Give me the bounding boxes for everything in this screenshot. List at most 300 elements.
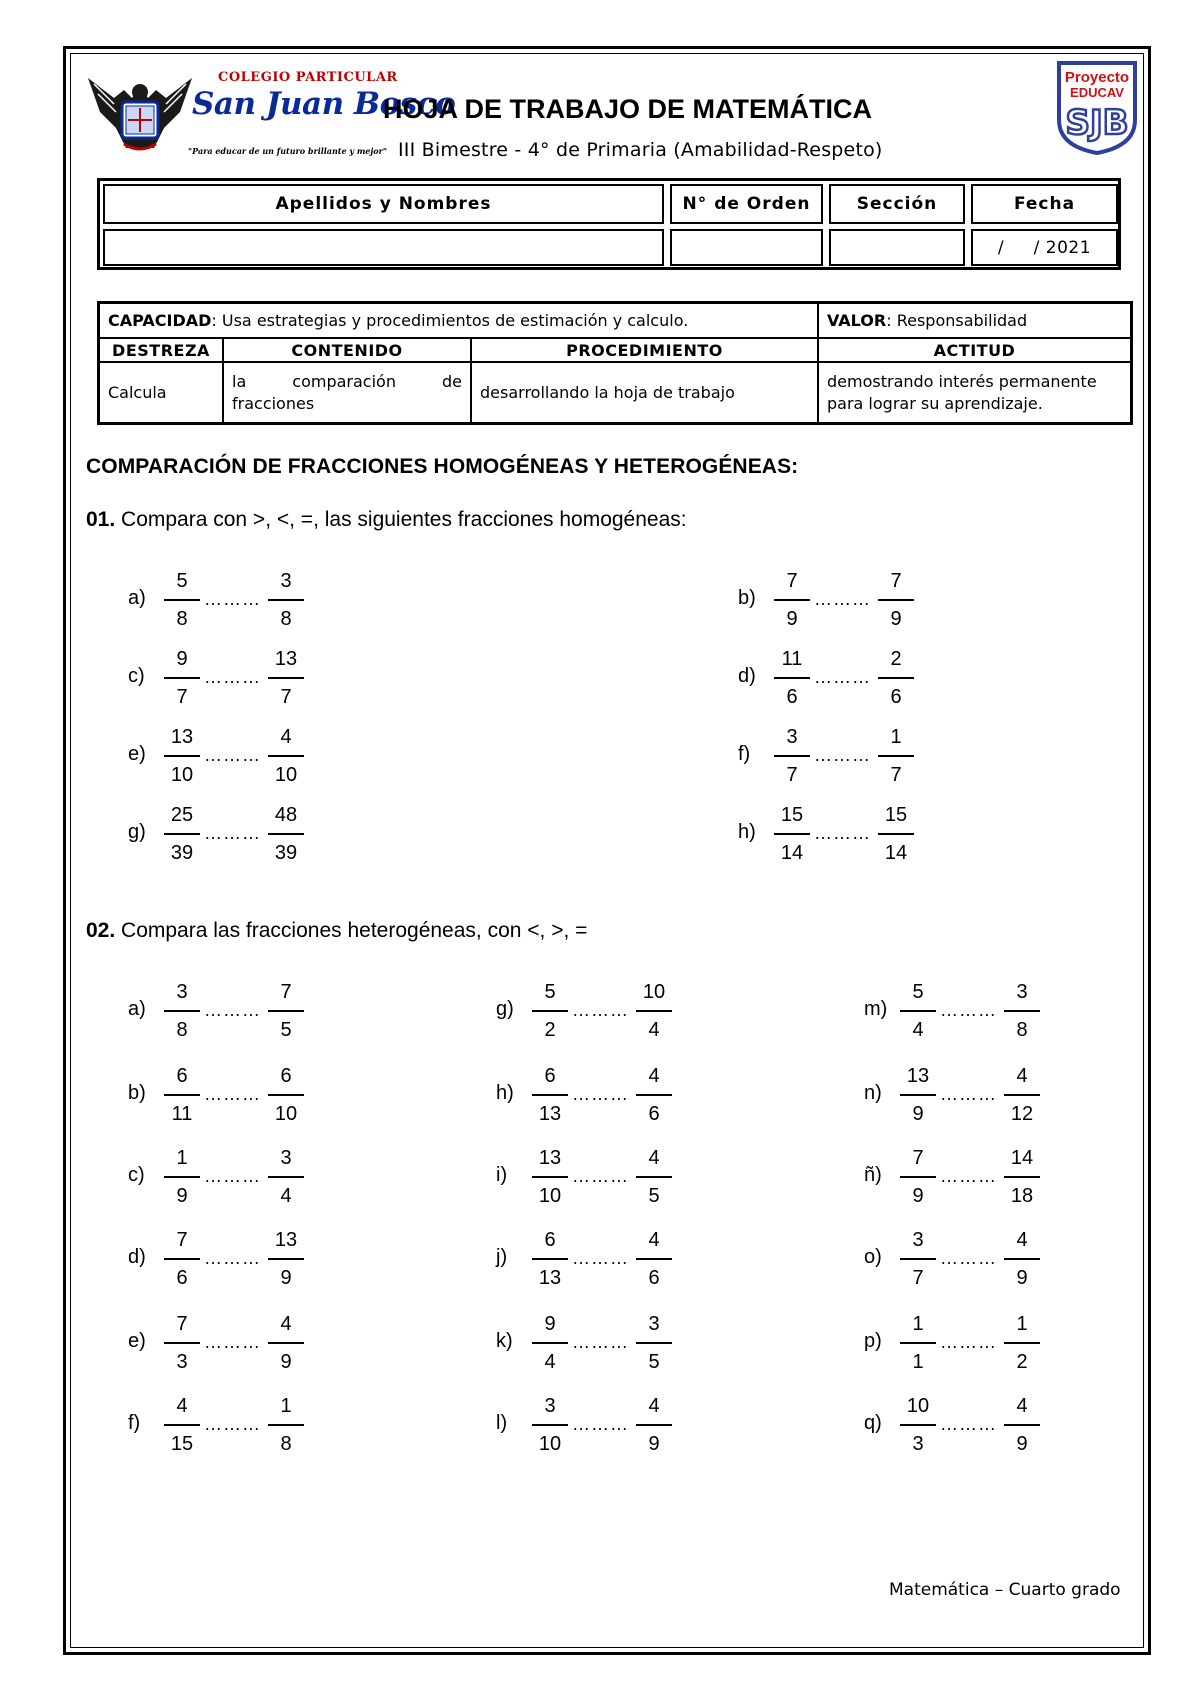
header-order: N° de Orden	[670, 184, 823, 224]
fraction-left	[898, 1308, 938, 1378]
fraction-bar	[164, 1094, 200, 1096]
numerator: 13	[538, 1147, 562, 1169]
exercise-label: j)	[496, 1246, 508, 1268]
badge-top-text: Proyecto	[1064, 69, 1130, 86]
fraction-bar	[268, 1424, 304, 1426]
exercise-item	[864, 1060, 1094, 1132]
denominator: 10	[274, 1103, 298, 1125]
fraction-right	[876, 643, 916, 713]
fraction-right	[266, 721, 306, 791]
denominator: 13	[538, 1103, 562, 1125]
fraction-left	[772, 565, 812, 635]
fraction-right	[634, 1390, 674, 1460]
denominator: 9	[890, 608, 902, 630]
comparison-blank[interactable]: ………	[204, 589, 261, 609]
header-date: Fecha	[971, 184, 1118, 224]
fraction-bar	[1004, 1342, 1040, 1344]
exercise-item	[864, 1142, 1094, 1214]
numerator: 25	[170, 804, 194, 826]
denominator: 3	[176, 1351, 188, 1373]
fraction-left	[162, 1224, 202, 1294]
exercise-label: o)	[864, 1246, 882, 1268]
exercise-label: d)	[128, 1246, 146, 1268]
numerator: 5	[912, 981, 924, 1003]
exercise-label: h)	[738, 821, 756, 843]
comparison-blank[interactable]: ………	[940, 1166, 997, 1186]
denominator: 9	[280, 1267, 292, 1289]
exercise-label: b)	[128, 1082, 146, 1104]
fraction-bar	[164, 1424, 200, 1426]
denominator: 11	[171, 1103, 193, 1125]
fraction-right	[634, 1308, 674, 1378]
exercise-label: a)	[128, 998, 146, 1020]
fraction-right	[1002, 1060, 1042, 1130]
school-name: San Juan Bosco	[192, 86, 456, 122]
exercise-label: q)	[864, 1412, 882, 1434]
numerator: 1	[1016, 1313, 1028, 1335]
numerator: 13	[906, 1065, 930, 1087]
comparison-blank[interactable]: ………	[814, 823, 871, 843]
fraction-bar	[1004, 1010, 1040, 1012]
exercise-label: d)	[738, 665, 756, 687]
exercise-label: g)	[128, 821, 146, 843]
comparison-blank[interactable]: ………	[572, 1166, 629, 1186]
exercise-item	[496, 976, 726, 1048]
numerator: 6	[176, 1065, 188, 1087]
exercise-item	[864, 1390, 1094, 1462]
fraction-left	[898, 1142, 938, 1212]
numerator: 5	[176, 570, 188, 592]
denominator: 10	[538, 1185, 562, 1207]
valor-cell	[818, 303, 1131, 338]
exercise-label: e)	[128, 743, 146, 765]
fraction-left	[772, 643, 812, 713]
exercise-label: c)	[128, 1164, 145, 1186]
fraction-right	[1002, 1390, 1042, 1460]
exercise-item	[128, 1390, 358, 1462]
denominator: 9	[1016, 1433, 1028, 1455]
denominator: 5	[648, 1351, 660, 1373]
comparison-blank[interactable]: ………	[940, 1084, 997, 1104]
fraction-right	[266, 565, 306, 635]
exercise-item	[738, 799, 968, 871]
fraction-bar	[636, 1010, 672, 1012]
numerator: 3	[176, 981, 188, 1003]
fraction-bar	[164, 833, 200, 835]
comparison-blank[interactable]: ………	[572, 1414, 629, 1434]
capacity-table	[97, 301, 1133, 425]
numerator: 3	[1016, 981, 1028, 1003]
fraction-right	[1002, 1142, 1042, 1212]
fraction-bar	[164, 755, 200, 757]
fraction-left	[530, 976, 570, 1046]
fraction-left	[898, 1060, 938, 1130]
question-1	[86, 508, 687, 532]
fraction-bar	[636, 1094, 672, 1096]
header-contenido: CONTENIDO	[223, 338, 471, 362]
exercise-label: f)	[128, 1412, 141, 1434]
numerator: 13	[170, 726, 194, 748]
fraction-bar	[636, 1342, 672, 1344]
fraction-right	[266, 1060, 306, 1130]
comparison-blank[interactable]: ………	[204, 667, 261, 687]
fraction-right	[634, 1224, 674, 1294]
exercise-item	[738, 721, 968, 793]
numerator: 3	[648, 1313, 660, 1335]
denominator: 7	[280, 686, 292, 708]
denominator: 18	[1010, 1185, 1034, 1207]
denominator: 13	[538, 1267, 562, 1289]
school-motto: "Para educar de un futuro brillante y mejor"	[188, 146, 387, 156]
exercise-item	[128, 1224, 358, 1296]
denominator: 2	[544, 1019, 556, 1041]
denominator: 3	[912, 1433, 924, 1455]
fraction-right	[266, 799, 306, 869]
fraction-bar	[774, 599, 810, 601]
fraction-bar	[636, 1424, 672, 1426]
denominator: 4	[544, 1351, 556, 1373]
exercise-item	[128, 799, 358, 871]
page-title: HOJA DE TRABAJO DE MATEMÁTICA	[383, 94, 873, 124]
fraction-left	[772, 721, 812, 791]
denominator: 6	[890, 686, 902, 708]
numerator: 13	[274, 648, 298, 670]
exercise-item	[128, 565, 358, 637]
numerator: 4	[176, 1395, 188, 1417]
fraction-bar	[878, 599, 914, 601]
fraction-bar	[1004, 1094, 1040, 1096]
valor-text: : Responsabilidad	[886, 311, 1028, 330]
numerator: 6	[544, 1229, 556, 1251]
fraction-bar	[268, 1258, 304, 1260]
fraction-left	[898, 976, 938, 1046]
fraction-bar	[878, 677, 914, 679]
name-field[interactable]	[103, 229, 664, 266]
exercise-label: n)	[864, 1082, 882, 1104]
numerator: 3	[786, 726, 798, 748]
fraction-left	[162, 643, 202, 713]
denominator: 9	[912, 1103, 924, 1125]
numerator: 3	[280, 570, 292, 592]
fraction-right	[266, 1142, 306, 1212]
numerator: 14	[1010, 1147, 1034, 1169]
fraction-bar	[900, 1424, 936, 1426]
exercise-item	[496, 1308, 726, 1380]
question-1-number: 01.	[86, 508, 116, 531]
numerator: 7	[912, 1147, 924, 1169]
numerator: 4	[648, 1229, 660, 1251]
denominator: 14	[884, 842, 908, 864]
denominator: 7	[786, 764, 798, 786]
fraction-right	[634, 1060, 674, 1130]
fraction-bar	[164, 599, 200, 601]
denominator: 8	[176, 1019, 188, 1041]
fraction-left	[162, 1390, 202, 1460]
comparison-blank[interactable]: ………	[814, 667, 871, 687]
fraction-left	[162, 1060, 202, 1130]
section-title: COMPARACIÓN DE FRACCIONES HOMOGÉNEAS Y HETEROGÉNEAS:	[86, 455, 799, 478]
fraction-right	[266, 1308, 306, 1378]
denominator: 6	[648, 1103, 660, 1125]
fraction-left	[530, 1142, 570, 1212]
comparison-blank[interactable]: ………	[940, 1414, 997, 1434]
numerator: 4	[648, 1065, 660, 1087]
numerator: 6	[544, 1065, 556, 1087]
fraction-left	[898, 1224, 938, 1294]
fraction-left	[162, 721, 202, 791]
question-2	[86, 919, 587, 943]
comparison-blank[interactable]: ………	[204, 1166, 261, 1186]
fraction-bar	[532, 1010, 568, 1012]
denominator: 6	[176, 1267, 188, 1289]
fraction-bar	[636, 1258, 672, 1260]
fraction-bar	[532, 1094, 568, 1096]
denominator: 9	[176, 1185, 188, 1207]
capacidad-label: CAPACIDAD	[108, 311, 212, 330]
numerator: 4	[1016, 1229, 1028, 1251]
valor-label: VALOR	[827, 311, 887, 330]
fraction-bar	[164, 1342, 200, 1344]
numerator: 1	[176, 1147, 188, 1169]
denominator: 5	[280, 1019, 292, 1041]
fraction-bar	[268, 755, 304, 757]
denominator: 1	[912, 1351, 924, 1373]
numerator: 15	[780, 804, 804, 826]
numerator: 10	[906, 1395, 930, 1417]
exercise-item	[128, 1060, 358, 1132]
exercise-item	[128, 976, 358, 1048]
exercise-item	[128, 643, 358, 715]
fraction-right	[634, 1142, 674, 1212]
denominator: 4	[648, 1019, 660, 1041]
fraction-left	[530, 1224, 570, 1294]
numerator: 4	[280, 726, 292, 748]
denominator: 7	[890, 764, 902, 786]
destreza-cell: Calcula	[99, 362, 223, 423]
denominator: 15	[170, 1433, 194, 1455]
educav-badge-logo	[1056, 60, 1138, 156]
actitud-cell: demostrando interés permanente para lograr su aprendizaje.	[818, 362, 1131, 423]
fraction-right	[876, 799, 916, 869]
fraction-bar	[532, 1342, 568, 1344]
order-field[interactable]	[670, 229, 823, 266]
fraction-right	[1002, 976, 1042, 1046]
numerator: 3	[544, 1395, 556, 1417]
denominator: 6	[786, 686, 798, 708]
exercise-item	[128, 1308, 358, 1380]
school-small-title: COLEGIO PARTICULAR	[218, 70, 398, 85]
exercise-label: i)	[496, 1164, 508, 1186]
exercise-label: l)	[496, 1412, 508, 1434]
fraction-bar	[1004, 1176, 1040, 1178]
fraction-bar	[878, 833, 914, 835]
contenido-cell: la comparación de fracciones	[223, 362, 471, 423]
denominator: 6	[648, 1267, 660, 1289]
fraction-right	[266, 976, 306, 1046]
comparison-blank[interactable]: ………	[204, 745, 261, 765]
fraction-right	[266, 643, 306, 713]
numerator: 7	[280, 981, 292, 1003]
header-destreza: DESTREZA	[99, 338, 223, 362]
fraction-left	[162, 565, 202, 635]
comparison-blank[interactable]: ………	[204, 823, 261, 843]
denominator: 10	[538, 1433, 562, 1455]
exercise-item	[738, 643, 968, 715]
fraction-left	[162, 1142, 202, 1212]
fraction-left	[162, 976, 202, 1046]
exercise-item	[864, 976, 1094, 1048]
question-1-text: Compara con >, <, =, las siguientes fracciones homogéneas:	[115, 508, 687, 531]
fraction-left	[772, 799, 812, 869]
fraction-bar	[268, 833, 304, 835]
fraction-bar	[900, 1342, 936, 1344]
numerator: 6	[280, 1065, 292, 1087]
fraction-right	[876, 565, 916, 635]
denominator: 9	[1016, 1267, 1028, 1289]
fraction-bar	[268, 1010, 304, 1012]
exercise-label: c)	[128, 665, 145, 687]
fraction-bar	[164, 1010, 200, 1012]
numerator: 7	[786, 570, 798, 592]
denominator: 14	[780, 842, 804, 864]
footer-text: Matemática – Cuarto grado	[889, 1580, 1121, 1600]
denominator: 8	[176, 608, 188, 630]
fraction-bar	[1004, 1258, 1040, 1260]
numerator: 4	[1016, 1395, 1028, 1417]
comparison-blank[interactable]: ………	[204, 1414, 261, 1434]
numerator: 1	[280, 1395, 292, 1417]
exercise-label: f)	[738, 743, 751, 765]
school-crest-logo	[84, 68, 196, 158]
comparison-blank[interactable]: ………	[814, 745, 871, 765]
numerator: 2	[890, 648, 902, 670]
comparison-blank[interactable]: ………	[940, 1248, 997, 1268]
exercise-item	[864, 1224, 1094, 1296]
denominator: 7	[176, 686, 188, 708]
numerator: 7	[176, 1313, 188, 1335]
fraction-bar	[268, 1094, 304, 1096]
comparison-blank[interactable]: ………	[572, 1084, 629, 1104]
comparison-blank[interactable]: ………	[572, 1332, 629, 1352]
fraction-left	[162, 799, 202, 869]
fraction-left	[898, 1390, 938, 1460]
numerator: 9	[544, 1313, 556, 1335]
denominator: 8	[280, 608, 292, 630]
denominator: 10	[274, 764, 298, 786]
date-field[interactable]: / / 2021	[971, 229, 1118, 266]
denominator: 9	[648, 1433, 660, 1455]
numerator: 15	[884, 804, 908, 826]
student-info-table	[97, 178, 1121, 270]
fraction-bar	[774, 833, 810, 835]
comparison-blank[interactable]: ………	[204, 1000, 261, 1020]
denominator: 4	[280, 1185, 292, 1207]
exercise-label: p)	[864, 1330, 882, 1352]
header-procedimiento: PROCEDIMIENTO	[471, 338, 818, 362]
comparison-blank[interactable]: ………	[204, 1332, 261, 1352]
exercise-item	[864, 1308, 1094, 1380]
denominator: 12	[1010, 1103, 1034, 1125]
fraction-left	[530, 1060, 570, 1130]
fraction-bar	[900, 1010, 936, 1012]
fraction-bar	[164, 677, 200, 679]
numerator: 48	[274, 804, 298, 826]
exercise-item	[128, 721, 358, 793]
fraction-right	[266, 1390, 306, 1460]
numerator: 4	[280, 1313, 292, 1335]
denominator: 8	[1016, 1019, 1028, 1041]
numerator: 1	[890, 726, 902, 748]
procedimiento-cell: desarrollando la hoja de trabajo	[471, 362, 818, 423]
denominator: 9	[912, 1185, 924, 1207]
exercise-label: k)	[496, 1330, 513, 1352]
section-field[interactable]	[829, 229, 965, 266]
question-2-number: 02.	[86, 919, 116, 942]
numerator: 11	[781, 648, 803, 670]
badge-mid-text: EDUCAV	[1070, 85, 1124, 100]
numerator: 9	[176, 648, 188, 670]
numerator: 3	[912, 1229, 924, 1251]
exercise-label: m)	[864, 998, 888, 1020]
fraction-bar	[268, 1176, 304, 1178]
fraction-right	[1002, 1224, 1042, 1294]
comparison-blank[interactable]: ………	[814, 589, 871, 609]
fraction-bar	[900, 1258, 936, 1260]
comparison-blank[interactable]: ………	[204, 1248, 261, 1268]
fraction-bar	[900, 1176, 936, 1178]
capacidad-text: : Usa estrategias y procedimientos de estimación y calculo.	[211, 311, 689, 330]
exercise-item	[738, 565, 968, 637]
fraction-right	[876, 721, 916, 791]
numerator: 13	[274, 1229, 298, 1251]
numerator: 7	[176, 1229, 188, 1251]
exercise-item	[496, 1390, 726, 1462]
exercise-label: h)	[496, 1082, 514, 1104]
fraction-bar	[268, 1342, 304, 1344]
fraction-bar	[532, 1258, 568, 1260]
denominator: 2	[1016, 1351, 1028, 1373]
comparison-blank[interactable]: ………	[204, 1084, 261, 1104]
header-section: Sección	[829, 184, 965, 224]
denominator: 7	[912, 1267, 924, 1289]
denominator: 8	[280, 1433, 292, 1455]
denominator: 10	[170, 764, 194, 786]
numerator: 4	[648, 1395, 660, 1417]
fraction-bar	[532, 1176, 568, 1178]
fraction-right	[634, 976, 674, 1046]
denominator: 5	[648, 1185, 660, 1207]
fraction-bar	[636, 1176, 672, 1178]
denominator: 39	[170, 842, 194, 864]
exercise-item	[128, 1142, 358, 1214]
fraction-bar	[164, 1258, 200, 1260]
comparison-blank[interactable]: ………	[940, 1332, 997, 1352]
fraction-bar	[1004, 1424, 1040, 1426]
exercise-item	[496, 1060, 726, 1132]
capacidad-cell	[99, 303, 818, 338]
comparison-blank[interactable]: ………	[572, 1000, 629, 1020]
fraction-left	[530, 1390, 570, 1460]
fraction-bar	[900, 1094, 936, 1096]
comparison-blank[interactable]: ………	[940, 1000, 997, 1020]
exercise-label: e)	[128, 1330, 146, 1352]
fraction-right	[266, 1224, 306, 1294]
comparison-blank[interactable]: ………	[572, 1248, 629, 1268]
numerator: 7	[890, 570, 902, 592]
fraction-bar	[268, 599, 304, 601]
exercise-label: b)	[738, 587, 756, 609]
exercise-item	[496, 1142, 726, 1214]
